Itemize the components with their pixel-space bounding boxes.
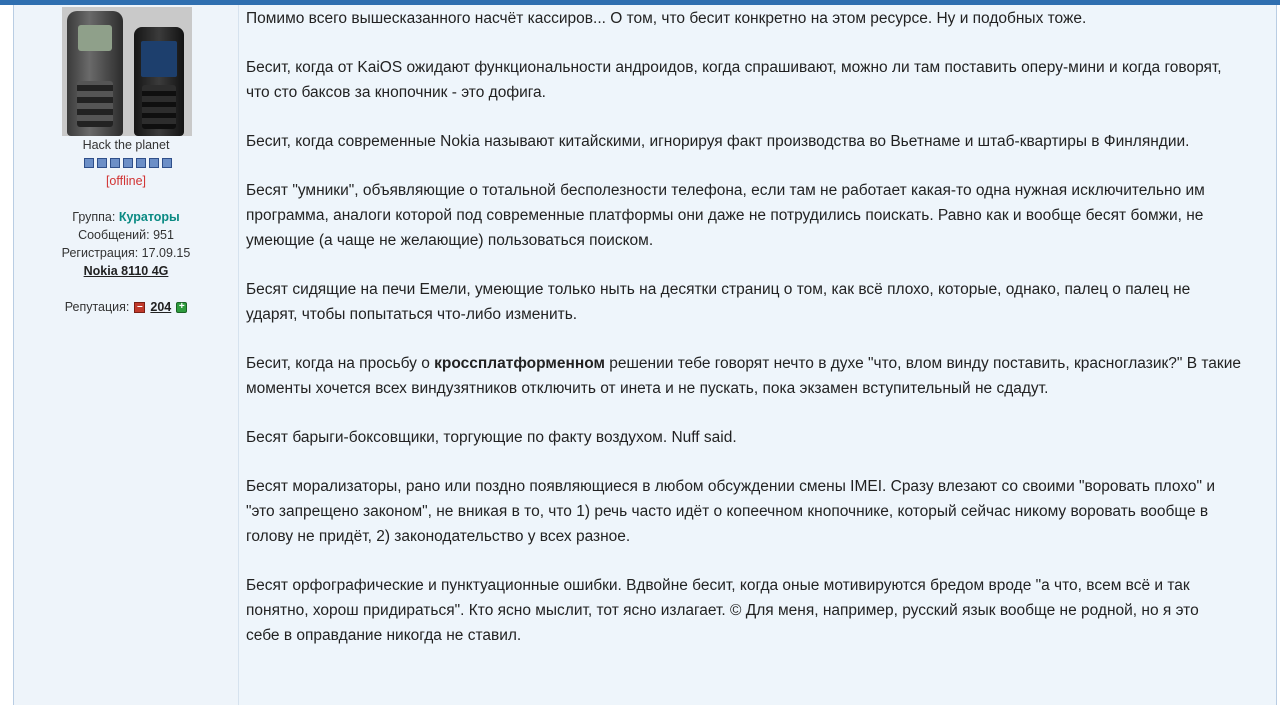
post-paragraph: Бесят морализаторы, рано или поздно появляющиеся в любом обсуждении смены IMEI. Сразу влезают со своими "воровать плохо" и xyxy=(246,478,1216,495)
post-paragraph: понятно, хорош придираться". Кто ясно мыслит, тот ясно излагает. © Для меня, например, русский язык вообще не родной, но я это xyxy=(246,602,1199,619)
post-paragraph: Бесят "умники", объявляющие о тотальной бесполезности телефона, если там не работает какая-то одна нужная исключительно им xyxy=(246,182,1205,199)
user-group-value: Кураторы xyxy=(118,210,180,224)
post-text: решении тебе говорят нечто в духе "что, влом винду поставить, красноглазик?" В такие xyxy=(604,355,1241,372)
user-phone-link[interactable]: Nokia 8110 4G xyxy=(83,264,169,278)
reputation-label: Репутация: xyxy=(64,300,130,314)
post-paragraph: программа, аналоги которой под современные платформы они даже не потрудились поискать. Равно как и вообще бесят бомжи, не xyxy=(246,207,1204,224)
rank-pip-icon xyxy=(162,158,172,168)
post-paragraph: себе в оправдание никогда не ставил. xyxy=(246,627,522,644)
reputation-minus-button[interactable]: – xyxy=(134,302,145,313)
reputation-plus-button[interactable]: + xyxy=(176,302,187,313)
avatar[interactable] xyxy=(62,7,192,136)
user-group xyxy=(14,210,238,224)
post-paragraph xyxy=(246,352,1241,377)
post-paragraph: Помимо всего вышесказанного насчёт кассиров... О том, что бесит конкретно на этом ресурсе. Ну и подобных тоже. xyxy=(246,10,1087,27)
user-phone-row xyxy=(14,264,238,278)
rank-pip-icon xyxy=(123,158,133,168)
reputation xyxy=(14,300,238,314)
rank-pip-icon xyxy=(110,158,120,168)
rank-pip-icon xyxy=(97,158,107,168)
user-registration: Регистрация: 17.09.15 xyxy=(61,246,191,260)
post-paragraph: Бесит, когда современные Nokia называют китайскими, игнорируя факт производства во Вьетнаме и штаб-квартиры в Финляндии. xyxy=(246,133,1190,150)
post-paragraph: умеющие (а чаще не желающие) пользоваться поиском. xyxy=(246,232,654,249)
user-group-label: Группа: xyxy=(72,210,119,224)
post-text: Бесит, когда на просьбу о xyxy=(246,355,435,372)
username[interactable]: Hack the planet xyxy=(82,138,170,152)
rank-pip-icon xyxy=(84,158,94,168)
post-bold-text: кроссплатформенном xyxy=(434,355,605,372)
post-paragraph: моменты хочется всех виндузятников отключить от инета и не пускать, пока экзамен вступительный не сдадут. xyxy=(246,380,1049,397)
post-paragraph: голову не придёт, 2) законодательство у всех разное. xyxy=(246,528,631,545)
reputation-value[interactable]: 204 xyxy=(150,300,172,314)
post-paragraph: что сто баксов за кнопочник - это дофига. xyxy=(246,84,546,101)
rank-pip-icon xyxy=(149,158,159,168)
user-messages: Сообщений: 951 xyxy=(78,228,174,242)
post-paragraph: ударят, чтобы попытаться что-либо изменить. xyxy=(246,306,578,323)
post-paragraph: "это запрещено законом", не вникая в то, что 1) речь часто идёт о копеечном кнопочнике, который сейчас никому воровать вообще в xyxy=(246,503,1209,520)
post-paragraph: Бесят барыги-боксовщики, торгующие по факту воздухом. Nuff said. xyxy=(246,429,737,446)
author-panel xyxy=(14,5,239,705)
post-paragraph: Бесят сидящие на печи Емели, умеющие только ныть на десятки страниц о том, как всё плохо, которые, однако, палец о палец не xyxy=(246,281,1191,298)
rank-pip-icon xyxy=(136,158,146,168)
rank-pips xyxy=(78,158,178,170)
post-paragraph: Бесят орфографические и пунктуационные ошибки. Вдвойне бесит, когда оные мотивируются бредом вроде "а что, всем всё и так xyxy=(246,577,1190,594)
phone-photo-icon xyxy=(134,27,184,136)
forum-post xyxy=(13,5,1277,705)
phone-photo-icon xyxy=(67,11,123,136)
online-status: [offline] xyxy=(105,174,147,188)
post-paragraph: Бесит, когда от KaiOS ожидают функциональности андроидов, когда спрашивают, можно ли там поставить оперу-мини и когда говорят, xyxy=(246,59,1222,76)
